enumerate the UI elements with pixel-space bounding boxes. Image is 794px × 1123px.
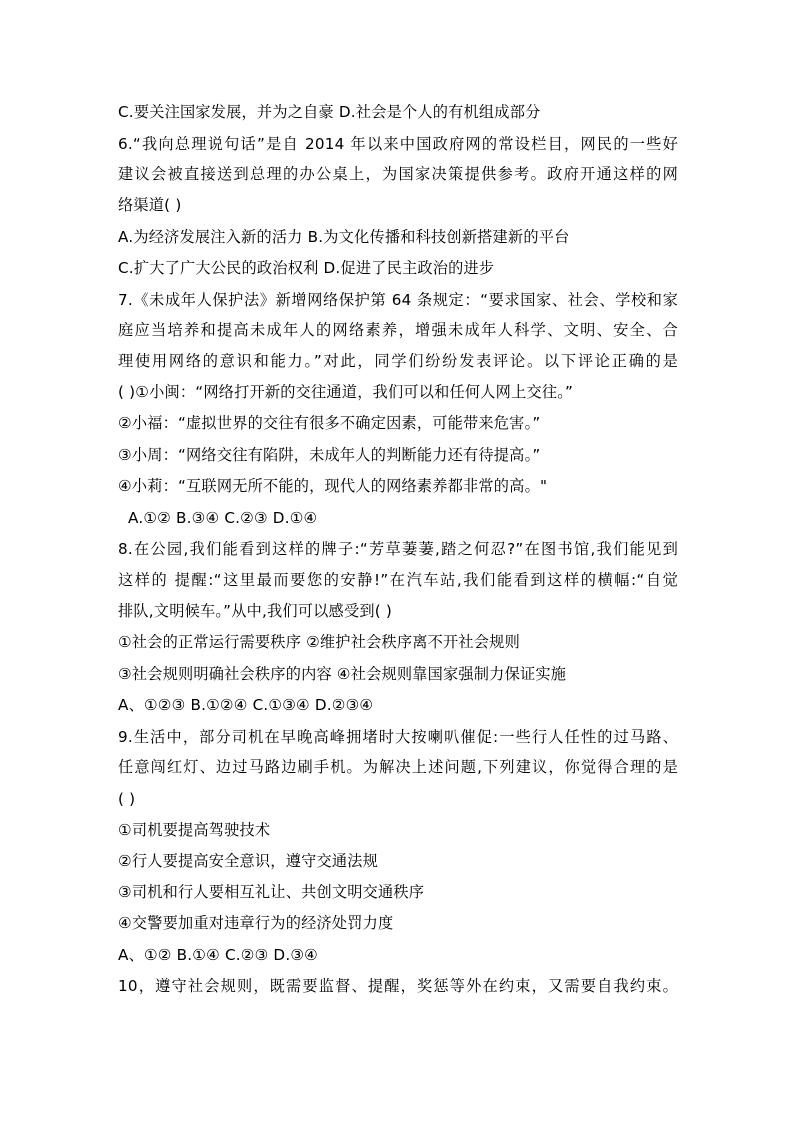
q9-stem-line-1: 9.生活中，部分司机在早晚高峰拥堵时大按喇叭催促:一些行人任性的过马路、 (118, 728, 678, 746)
q9-stem-line-3: ( ) (118, 790, 136, 808)
q8-stem-line-2: 这样的 提醒:“这里最而要您的安静!”在汽车站,我们能看到这样的横幅:“自觉 (118, 571, 678, 589)
q7-statement-3: ③小周：“网络交往有陷阱，未成年人的判断能力还有待提高。” (118, 446, 541, 464)
q8-options: A、①②③ B.①②④ C.①③④ D.②③④ (118, 696, 374, 714)
q6-option-ab: A.为经济发展注入新的活力 B.为文化传播和科技创新搭建新的平台 (118, 228, 570, 246)
q6-option-cd: C.扩大了广大公民的政治权利 D.促进了民主政治的进步 (118, 259, 495, 277)
q8-statements-12: ①社会的正常运行需要秩序 ②维护社会秩序离不开社会规则 (118, 633, 520, 651)
q7-stem-line-1: 7.《未成年人保护法》新增网络保护第 64 条规定：“要求国家、社会、学校和家 (118, 291, 678, 309)
q9-options: A、①② B.①④ C.②③ D.③④ (118, 946, 318, 964)
q7-stem-line-2: 庭应当培养和提高未成年人的网络素养，增强未成年人科学、文明、安全、合 (118, 321, 678, 339)
q5-option-cd: C.要关注国家发展，并为之自豪 D.社会是个人的有机组成部分 (118, 103, 541, 121)
q7-statement-2: ②小福：“虚拟世界的交往有很多不确定因素，可能带来危害。” (118, 414, 541, 432)
q9-stem-line-2: 任意闯红灯、边过马路边刷手机。为解决上述问题,下列建议，你觉得合理的是 (118, 758, 678, 776)
q10-stem-line-1: 10，遵守社会规则，既需要监督、提醒，奖惩等外在约束，又需要自我约束。 (118, 977, 678, 995)
q8-stem-line-3: 排队,文明候车。”从中,我们可以感受到( ) (118, 602, 393, 620)
q8-stem-line-1: 8.在公园,我们能看到这样的牌子:“芳草萋萋,踏之何忍?”在图书馆,我们能见到 (118, 540, 678, 558)
q9-statement-4: ④交警要加重对违章行为的经济处罚力度 (118, 914, 394, 932)
q9-statement-2: ②行人要提高安全意识，遵守交通法规 (118, 852, 379, 870)
q7-statement-1: ( )①小闽：“网络打开新的交往通道，我们可以和任何人网上交往。” (118, 383, 574, 401)
q7-stem-line-3: 理使用网络的意识和能力。”对此，同学们纷纷发表评论。以下评论正确的是 (118, 352, 678, 370)
q6-stem-line-2: 建议会被直接送到总理的办公桌上，为国家决策提供参考。政府开通这样的网 (118, 165, 678, 183)
q6-stem-line-3: 络渠道( ) (118, 196, 182, 214)
q8-statements-34: ③社会规则明确社会秩序的内容 ④社会规则靠国家强制力保证实施 (118, 665, 567, 683)
q9-statement-1: ①司机要提高驾驶技术 (118, 821, 271, 839)
q6-stem-line-1: 6.“我向总理说句话”是自 2014 年以来中国政府网的常设栏目，网民的一些好 (118, 135, 678, 153)
q7-options: A.①② B.③④ C.②③ D.①④ (128, 509, 318, 527)
q9-statement-3: ③司机和行人要相互礼让、共创文明交通秩序 (118, 883, 425, 901)
q7-statement-4: ④小莉：“互联网无所不能的，现代人的网络素养都非常的高。" (118, 477, 548, 495)
